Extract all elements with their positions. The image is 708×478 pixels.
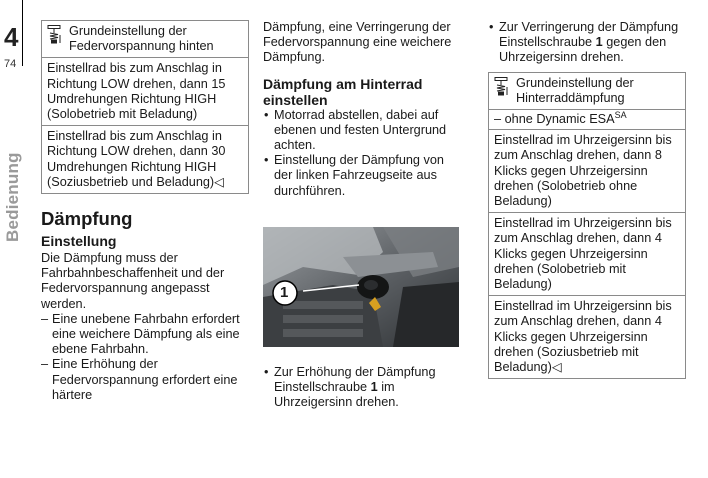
table-row-pillion-loaded: Einstellrad im Uhrzeigersinn bis zum Anschlag drehen, dann 4 Klicks gegen Uhrzeigersinn drehen (Soziusbetrieb mit Beladung)◁: [489, 295, 685, 378]
step-ref-number: 1: [370, 380, 378, 395]
column-3: [488, 20, 686, 379]
damping-dash-list: [41, 312, 249, 403]
table-subheader: [489, 109, 685, 129]
table-header-text: Grundeinstellung der Hinterraddämpfung: [516, 75, 634, 105]
damping-heading: Dämpfung: [41, 208, 133, 230]
table-row-solo: Einstellrad bis zum Anschlag in Richtung LOW drehen, dann 15 Umdrehungen Richtung HIGH (Solobetrieb mit Beladung): [42, 57, 248, 125]
setting-subheading: Einstellung: [41, 233, 117, 250]
step-text: im Uhrzeigersinn drehen.: [274, 380, 399, 410]
list-item: [263, 365, 459, 411]
continuation-text: Dämpfung, eine Verringerung der Federvorspannung eine weichere Dämpfung.: [263, 20, 452, 65]
step-text: Zur Erhöhung der Dämpfung Einstellschraube: [274, 364, 436, 395]
step-ref-number: 1: [595, 35, 603, 50]
increase-damping-step: [263, 365, 459, 411]
rear-damping-heading: Dämpfung am Hinterrad einstellen: [263, 75, 423, 108]
chapter-number: 4: [4, 22, 19, 52]
column-1: [41, 20, 249, 403]
spring-preload-table: [41, 20, 249, 194]
list-item: – Eine unebene Fahrbahn erfordert eine weichere Dämpfung als eine ebene Fahrbahn.: [41, 312, 249, 358]
list-item: [488, 20, 686, 66]
subheader-text: – ohne Dynamic ESA: [494, 112, 615, 127]
figure-callout-1: 1: [280, 283, 289, 301]
table-header-text: Grundeinstellung der Federvorspannung hinten: [69, 24, 214, 54]
list-item: – Eine Erhöhung der Federvorspannung erfordert eine härtere: [41, 357, 249, 403]
shock-absorber-icon: [494, 77, 516, 101]
rear-damping-steps: [263, 108, 459, 199]
shock-absorber-icon: [47, 25, 69, 49]
decrease-damping-step: [488, 20, 686, 66]
table-header: [489, 73, 685, 109]
rear-damping-table: [488, 72, 686, 380]
damping-adjuster-photo: [263, 227, 459, 347]
section-label: Bedienung: [3, 152, 22, 242]
photo-illustration: [263, 227, 459, 347]
page-number: 74: [4, 58, 17, 70]
damping-paragraph: Die Dämpfung muss der Fahrbahnbeschaffenheit und der Federvorspannung angepasst werden.: [41, 251, 225, 311]
table-row-solo-unloaded: Einstellrad im Uhrzeigersinn bis zum Anschlag drehen, dann 8 Klicks gegen Uhrzeigersinn drehen (Solobetrieb ohne Beladung): [489, 129, 685, 212]
subheader-sup: SA: [614, 109, 627, 120]
table-header: [42, 21, 248, 57]
step-text: Zur Verringerung der Dämpfung Einstellschraube: [499, 20, 679, 50]
list-item: • Einstellung der Dämpfung von der linken Fahrzeugseite aus durchführen.: [263, 153, 459, 199]
margin-divider: [22, 0, 23, 66]
step-text: gegen den Uhrzeigersinn drehen.: [499, 35, 667, 65]
list-item: • Motorrad abstellen, dabei auf ebenen und festen Untergrund achten.: [263, 108, 459, 154]
table-row-solo-loaded: Einstellrad im Uhrzeigersinn bis zum Anschlag drehen, dann 4 Klicks gegen Uhrzeigersinn drehen (Solobetrieb mit Beladung): [489, 212, 685, 295]
column-2: [263, 20, 459, 410]
section-label-vertical: [3, 142, 25, 242]
table-row-pillion: Einstellrad bis zum Anschlag in Richtung LOW drehen, dann 30 Umdrehungen Richtung HIGH (Soziusbetrieb und Beladung)◁: [42, 125, 248, 193]
